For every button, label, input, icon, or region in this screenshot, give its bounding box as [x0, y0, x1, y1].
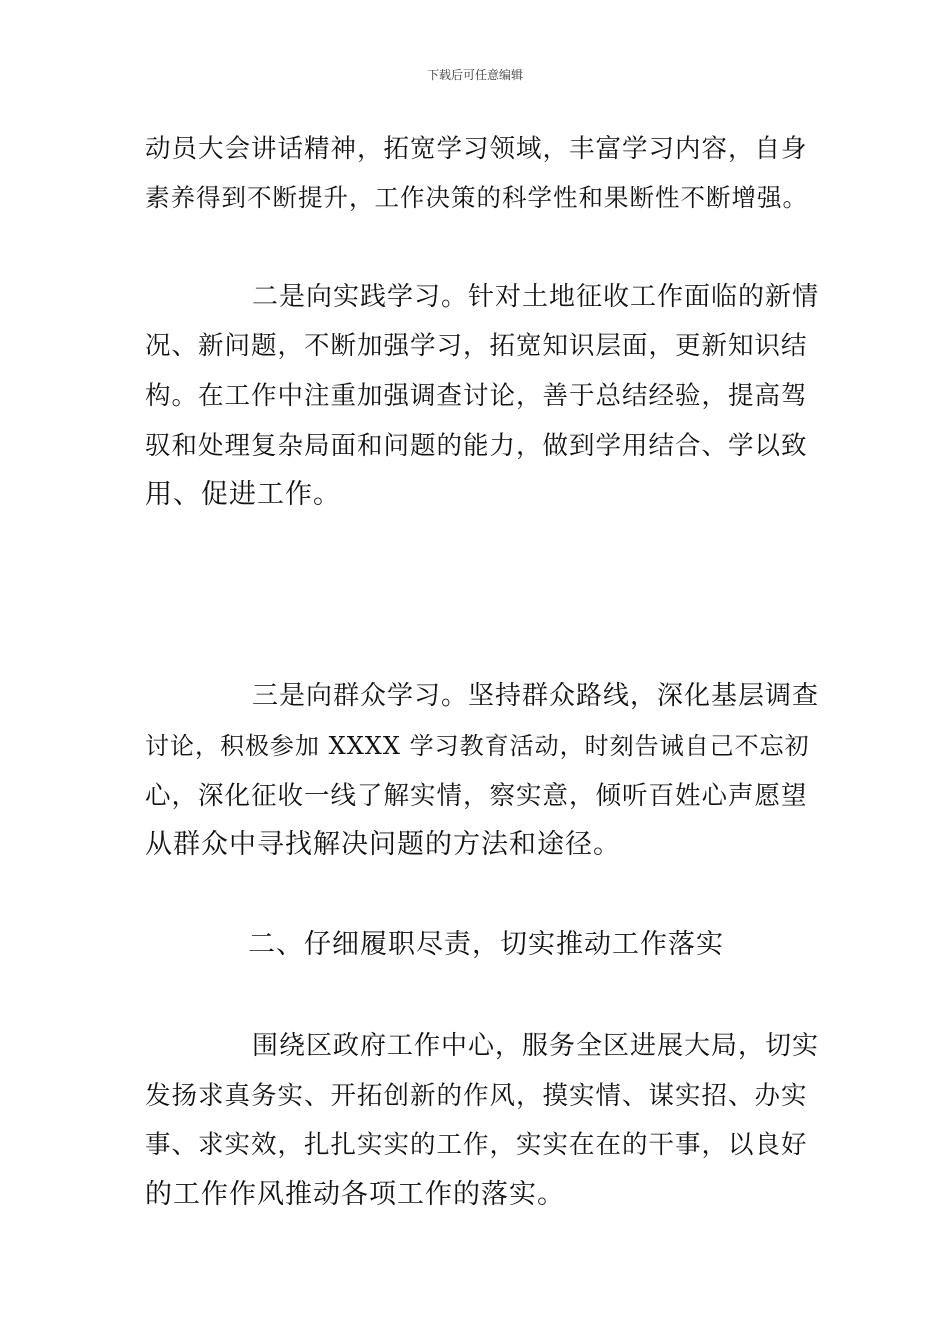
paragraph-3-line-1: 三是向群众学习。坚持群众路线，深化基层调查 — [252, 681, 820, 711]
paragraph-3-line-3: 心，深化征收一线了解实情，察实意，倾听百姓心声愿望 — [145, 781, 808, 811]
paragraph-2-line-4: 驭和处理复杂局面和问题的能力，做到学用结合、学以致 — [145, 431, 808, 461]
paragraph-3-line-2: 讨论，积极参加 XXXX 学习教育活动，时刻告诫自己不忘初 — [145, 732, 810, 760]
paragraph-1-line-2: 素养得到不断提升，工作决策的科学性和果断性不断增强。 — [145, 183, 808, 212]
paragraph-5-line-4: 的工作作风推动各项工作的落实。 — [145, 1179, 565, 1210]
paragraph-1-line-1: 动员大会讲话精神，拓宽学习领域，丰富学习内容，自身 — [145, 134, 808, 164]
paragraph-5-line-2: 发扬求真务实、开拓创新的作风，摸实情、谋实招、办实 — [145, 1081, 808, 1111]
paragraph-5-line-1: 围绕区政府工作中心，服务全区进展大局，切实 — [252, 1031, 820, 1061]
paragraph-2-line-3: 构。在工作中注重加强调查讨论，善于总结经验，提高驾 — [145, 381, 808, 411]
page-header: 下载后可任意编辑 — [426, 68, 523, 82]
paragraph-2-line-2: 况、新问题，不断加强学习，拓宽知识层面，更新知识结 — [145, 331, 808, 361]
paragraph-2-line-1: 二是向实践学习。针对土地征收工作面临的新情 — [252, 282, 820, 312]
paragraph-5-line-3: 事、求实效，扎扎实实的工作，实实在在的干事，以良好 — [145, 1130, 808, 1160]
paragraph-3-line-4: 从群众中寻找解决问题的方法和途径。 — [145, 829, 621, 860]
paragraph-2-line-5: 用、促进工作。 — [145, 479, 341, 510]
section-heading: 二、仔细履职尽责，切实推动工作落实 — [248, 929, 724, 960]
